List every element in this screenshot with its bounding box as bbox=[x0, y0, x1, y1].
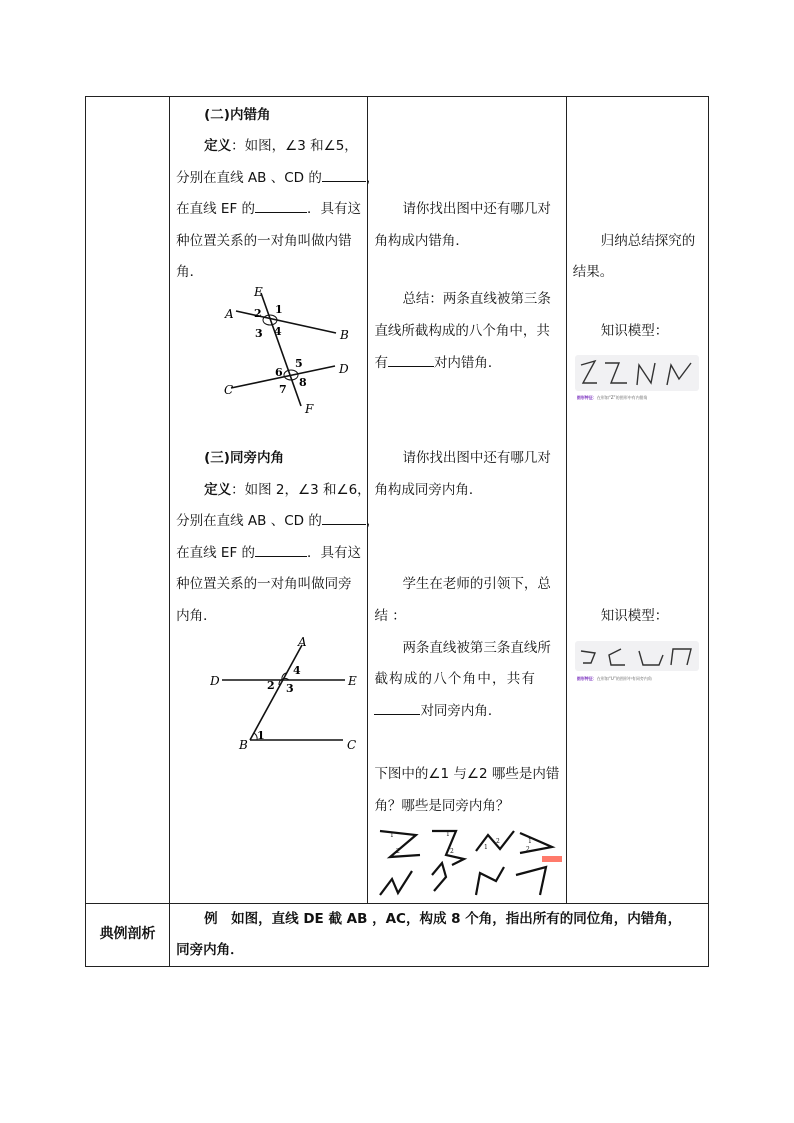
angle-1-label: 1 bbox=[275, 303, 283, 316]
section2-def-line4: 种位置关系的一对角叫做内错 bbox=[176, 233, 352, 249]
section2-def-line5: 角． bbox=[176, 264, 204, 280]
section3-def-label: 定义 bbox=[204, 482, 232, 498]
main-row bbox=[86, 97, 709, 904]
angle-6-label: 6 bbox=[275, 366, 283, 379]
u-model-image bbox=[575, 641, 699, 671]
summary1-text3a: 有 bbox=[374, 355, 388, 371]
section2-def-line2 bbox=[176, 163, 379, 195]
angle-8-label: 8 bbox=[299, 376, 307, 389]
co-interior-angles-figure bbox=[210, 637, 360, 753]
svg-text:2: 2 bbox=[496, 838, 501, 845]
fill-blank[interactable] bbox=[322, 167, 366, 182]
label-cell-empty bbox=[86, 97, 170, 904]
q2-line2: 角构成同旁内角． bbox=[374, 482, 483, 498]
label-e: E bbox=[254, 285, 263, 299]
summary2-line3: 两条直线被第三条直线所 bbox=[402, 640, 551, 656]
section3-def-line2 bbox=[176, 506, 379, 538]
svg-text:1: 1 bbox=[446, 831, 451, 838]
fill-blank[interactable] bbox=[388, 352, 434, 367]
section3-def-text1: ：如图 2，∠3 和∠6， bbox=[231, 482, 371, 498]
u-shapes-icon bbox=[575, 641, 699, 671]
angle-1-label: 1 bbox=[257, 729, 265, 742]
label-d: D bbox=[339, 362, 349, 376]
summary2-line1: 学生在老师的引领下，总 bbox=[402, 576, 551, 592]
q1-line1: 请你找出图中还有哪几对 bbox=[402, 201, 551, 217]
fill-blank[interactable] bbox=[255, 198, 307, 213]
label-a: A bbox=[225, 307, 234, 321]
label-b: B bbox=[239, 738, 248, 752]
svg-text:2: 2 bbox=[526, 846, 531, 853]
summary1-line1: 总结：两条直线被第三条 bbox=[402, 291, 551, 307]
activities-cell bbox=[365, 97, 566, 904]
angle-2-label: 2 bbox=[267, 679, 275, 692]
model-label-2: 知识模型： bbox=[600, 608, 669, 624]
angle-2-label: 2 bbox=[254, 307, 262, 320]
label-e: E bbox=[348, 674, 357, 688]
section2-heading: (二)内错角 bbox=[204, 107, 271, 123]
section2-def-line3 bbox=[176, 194, 361, 226]
section3-heading: (三)同旁内角 bbox=[204, 450, 284, 466]
svg-text:1: 1 bbox=[528, 838, 533, 845]
section2-def-text2a: 分别在直线 AB 、CD 的 bbox=[176, 170, 322, 186]
summary1-text3b: 对内错角． bbox=[433, 355, 502, 371]
angle-4-label: 4 bbox=[293, 664, 301, 677]
example-content-cell bbox=[170, 904, 709, 967]
q2-line1: 请你找出图中还有哪几对 bbox=[402, 450, 551, 466]
z-shapes-icon bbox=[575, 355, 699, 391]
angle-7-label: 7 bbox=[279, 383, 287, 396]
summary2-line2: 结 ： bbox=[374, 608, 406, 624]
definitions-cell bbox=[170, 97, 380, 904]
section3-def-line4: 种位置关系的一对角叫做同旁 bbox=[176, 576, 352, 592]
example-label-cell bbox=[86, 904, 170, 967]
summary1-line3 bbox=[374, 348, 501, 380]
section3-def-line1 bbox=[204, 475, 371, 507]
summary2-line5 bbox=[374, 696, 501, 728]
section2-def-line1 bbox=[204, 131, 358, 163]
angle-5-label: 5 bbox=[295, 357, 303, 370]
section3-def-text2b: ， bbox=[365, 513, 380, 529]
q3-line2: 角？哪些是同旁内角？ bbox=[374, 798, 510, 814]
u-caption-text: 在形如“U”的图形中有同旁内角 bbox=[596, 676, 652, 681]
example-text-line2: 同旁内角． bbox=[176, 942, 244, 958]
section3-def-line5: 内角． bbox=[176, 608, 217, 624]
label-c: C bbox=[224, 383, 234, 397]
fill-blank[interactable] bbox=[255, 542, 307, 557]
angle-4-label: 4 bbox=[274, 325, 282, 338]
label-f: F bbox=[305, 402, 314, 415]
fill-blank[interactable] bbox=[322, 510, 366, 525]
fill-blank[interactable] bbox=[374, 700, 420, 715]
section3-def-text2a: 分别在直线 AB 、CD 的 bbox=[176, 513, 322, 529]
summary1-line2: 直线所截构成的八个角中，共 bbox=[374, 323, 550, 339]
section3-def-text3a: 在直线 EF 的 bbox=[176, 545, 256, 561]
alternate-angles-figure bbox=[218, 285, 358, 415]
example-label: 典例剖析 bbox=[99, 926, 156, 943]
z-model-caption bbox=[577, 395, 648, 401]
example-row bbox=[86, 904, 709, 967]
svg-text:2: 2 bbox=[396, 848, 401, 855]
line-ab bbox=[236, 311, 336, 333]
line-ab bbox=[250, 645, 302, 740]
model-label-1: 知识模型： bbox=[600, 323, 669, 339]
section2-def-text1: ：如图，∠3 和∠5， bbox=[231, 138, 358, 154]
section2-def-text3a: 在直线 EF 的 bbox=[176, 201, 256, 217]
label-b: B bbox=[340, 328, 349, 342]
angle-3-label: 3 bbox=[286, 682, 294, 695]
section2-def-text3b: ．具有这 bbox=[307, 201, 362, 217]
q1-line2: 角构成内错角． bbox=[374, 233, 469, 249]
z-model-image bbox=[575, 355, 699, 391]
angle-3-label: 3 bbox=[255, 327, 263, 340]
exercise-figures bbox=[376, 827, 562, 901]
summary-line2: 结果。 bbox=[572, 264, 614, 280]
svg-text:1: 1 bbox=[484, 844, 489, 851]
u-model-caption bbox=[577, 676, 652, 682]
section2-def-label: 定义 bbox=[204, 138, 232, 154]
section3-def-line3 bbox=[176, 538, 361, 570]
svg-text:1: 1 bbox=[390, 832, 395, 839]
summary-line1: 归纳总结探究的 bbox=[600, 233, 696, 249]
label-a: A bbox=[298, 637, 307, 649]
svg-text:2: 2 bbox=[450, 848, 455, 855]
label-d: D bbox=[210, 674, 220, 688]
u-caption-key: 图形特征： bbox=[576, 676, 597, 681]
section2-def-text2b: ， bbox=[365, 170, 380, 186]
summary2-text5b: 对同旁内角． bbox=[420, 703, 502, 719]
summary-cell bbox=[566, 97, 708, 904]
label-c: C bbox=[347, 738, 357, 752]
example-text-line1: 例 如图，直线 DE 截 AB ，AC，构成 8 个角，指出所有的同位角，内错角， bbox=[204, 911, 682, 927]
lesson-table bbox=[85, 96, 709, 967]
section3-def-text3b: ．具有这 bbox=[307, 545, 362, 561]
summary2-line4: 截构成的八个角中，共有 bbox=[374, 671, 537, 687]
q3-line1: 下图中的∠1 与∠2 哪些是内错 bbox=[374, 766, 560, 782]
z-caption-key: 图形特征： bbox=[576, 395, 597, 400]
z-caption-text: 在形如“Z”的图形中有内错角 bbox=[596, 395, 648, 400]
